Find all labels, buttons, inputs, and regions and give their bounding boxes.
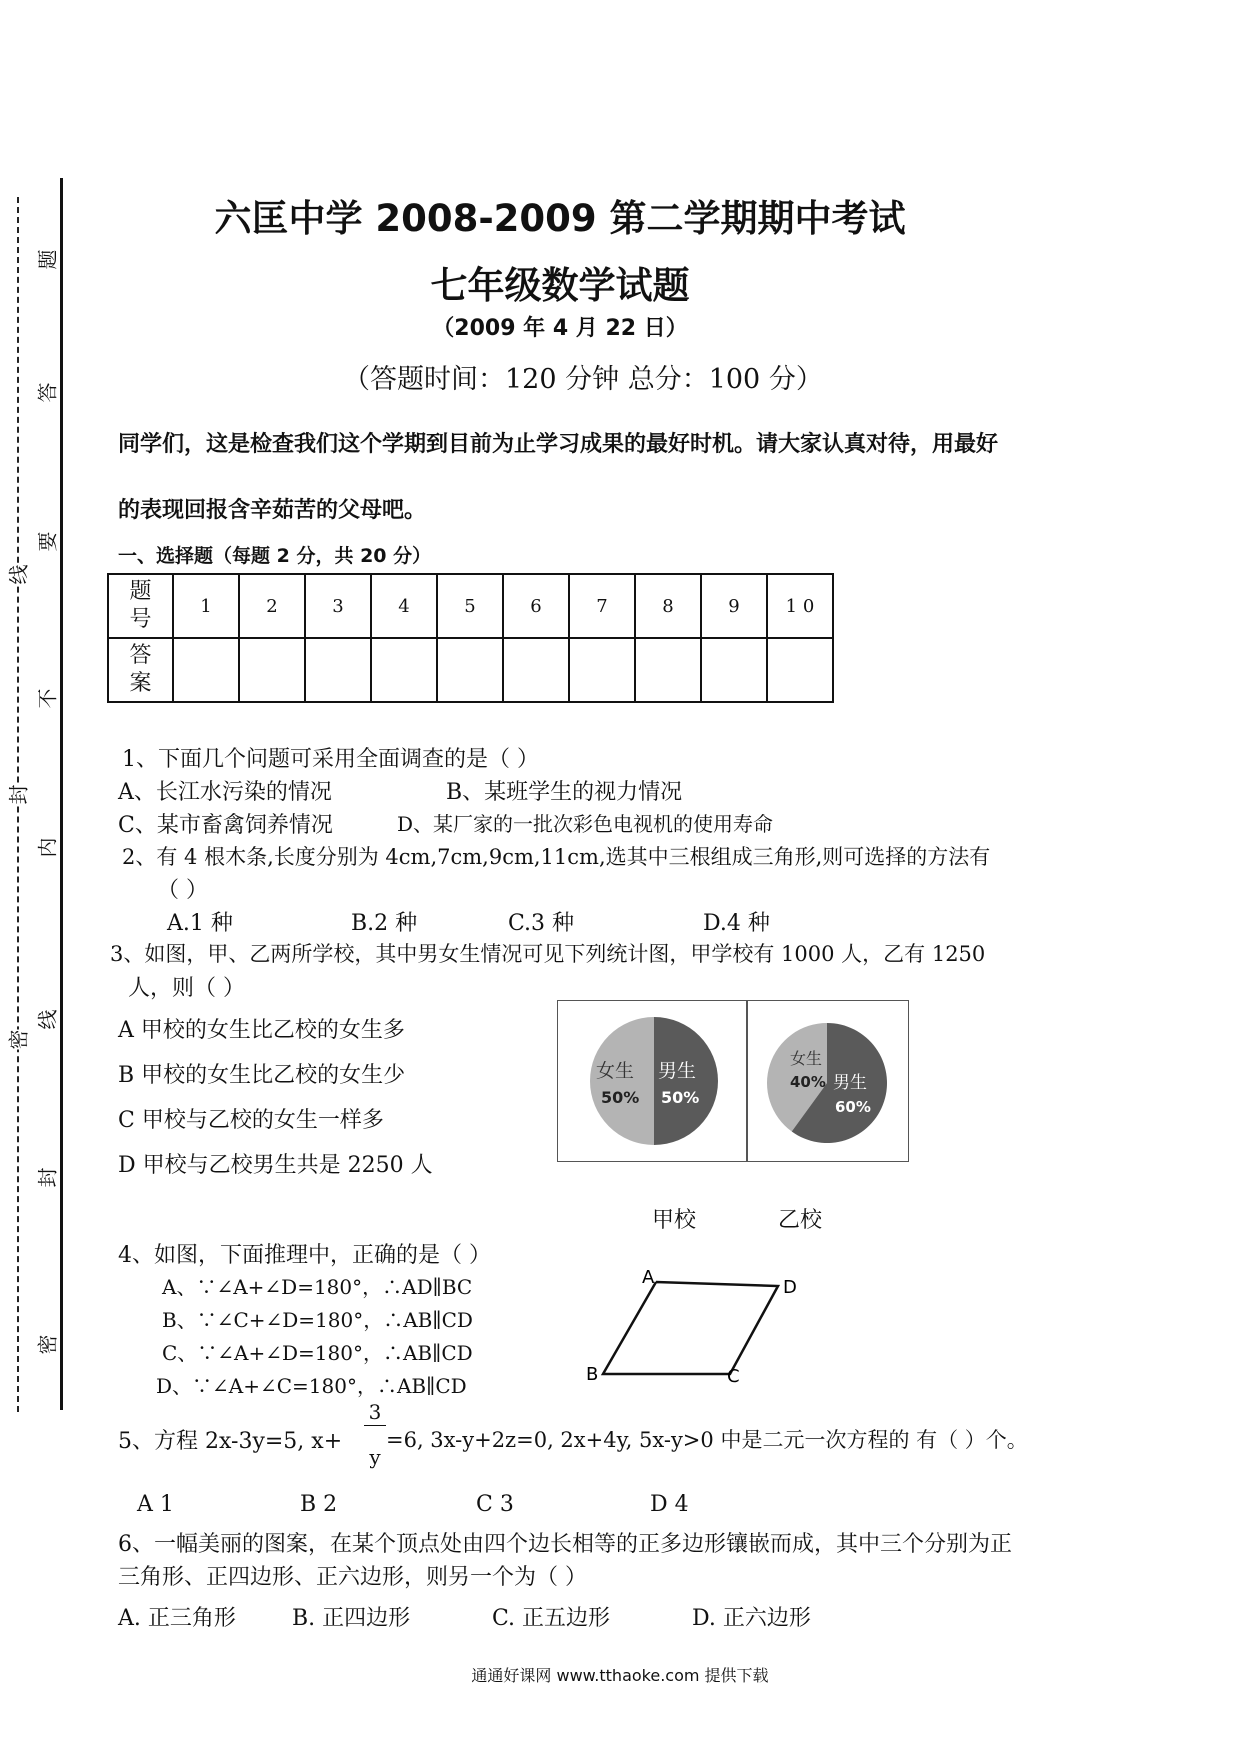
margin-char: 答 [35,382,60,403]
q3-option-d: D 甲校与乙校男生共是 2250 人 [118,1153,433,1178]
answer-cell[interactable] [767,638,833,702]
table-number: 2 [239,574,305,638]
q3-stem-line-1: 3、如图，甲、乙两所学校，其中男女生情况可见下列统计图，甲学校有 1000 人，乙有 1250 [110,942,986,966]
table-row-label: 题 号 [108,574,173,638]
margin-char: 题 [35,249,60,270]
q4-option-c: C、∵∠A+∠D=180°，∴AB∥CD [162,1341,473,1365]
answer-cell[interactable] [305,638,371,702]
pie-label-female-pct: 40% [790,1073,826,1091]
q6-stem-line-2: 三角形、正四边形、正六边形，则另一个为（ ） [118,1565,587,1590]
q5-option-d: D 4 [650,1492,689,1517]
table-number: 4 [371,574,437,638]
answer-cell[interactable] [173,638,239,702]
pie-label-female-pct: 50% [601,1088,640,1107]
page-footer: 通通好课网 www.tthaoke.com 提供下载 [471,1666,769,1685]
q4-stem: 4、如图，下面推理中，正确的是（ ） [118,1243,491,1268]
pie-label-male-pct: 50% [661,1088,700,1107]
q5-fraction-numerator: 3 [368,1400,382,1424]
q5-option-b: B 2 [300,1492,338,1517]
margin-char-outer: 封 [3,785,32,805]
q1-stem: 1、下面几个问题可采用全面调查的是（ ） [122,747,539,772]
q5-prefix: 5、方程 2x-3y=5, x+ [118,1429,343,1454]
exam-subtitle: 七年级数学试题 [430,264,690,307]
answer-cell[interactable] [635,638,701,702]
vertex-label-c: C [727,1366,740,1387]
answer-cell[interactable] [239,638,305,702]
q2-option-a: A.1 种 [167,911,233,936]
q1-option-a: A、长江水污染的情况 [118,780,332,805]
table-number: 6 [503,574,569,638]
q4-option-d: D、∵∠A+∠C=180°，∴AB∥CD [156,1374,467,1398]
exam-date: （2009 年 4 月 22 日） [432,316,688,341]
pie-label-male: 男生 [833,1073,867,1093]
q6-stem-line-1: 6、一幅美丽的图案，在某个顶点处由四个边长相等的正多边形镶嵌而成，其中三个分别为正 [118,1532,1013,1557]
q6-option-c: C. 正五边形 [492,1606,611,1631]
q5-option-c: C 3 [476,1492,514,1517]
answer-cell[interactable] [371,638,437,702]
pie-label-male-pct: 60% [835,1098,871,1116]
q3-option-b: B 甲校的女生比乙校的女生少 [118,1063,406,1088]
table-number: 3 [305,574,371,638]
q4-option-b: B、∵∠C+∠D=180°，∴AB∥CD [162,1308,473,1332]
q5-fraction-bar [364,1425,386,1426]
margin-char: 密 [35,1334,60,1355]
q3-option-c: C 甲校与乙校的女生一样多 [118,1108,384,1133]
margin-char: 封 [35,1167,60,1188]
exam-title: 六匡中学 2008-2009 第二学期期中考试 [214,197,906,240]
q2-option-d: D.4 种 [703,911,770,936]
q1-option-b: B、某班学生的视力情况 [446,780,683,805]
table-number: 7 [569,574,635,638]
q2-option-c: C.3 种 [508,911,575,936]
table-row [108,638,833,702]
answer-cell[interactable] [503,638,569,702]
binding-solid-line [60,178,63,1410]
pie-caption-a: 甲校 [652,1208,697,1233]
parallelogram-outline [603,1282,778,1374]
pie-chart-a [558,1001,746,1161]
vertex-label-b: B [586,1364,599,1385]
q2-paren: （ ） [157,878,208,903]
margin-char: 不 [35,688,60,709]
pie-label-female: 女生 [790,1049,823,1068]
q6-option-b: B. 正四边形 [292,1606,411,1631]
pie-chart-b [748,1001,908,1161]
answer-cell[interactable] [437,638,503,702]
q1-option-d: D、某厂家的一批次彩色电视机的使用寿命 [397,812,774,836]
table-number: 1 0 [767,574,833,638]
answer-table [107,573,834,703]
margin-char-outer: 密 [3,1030,32,1050]
table-number: 5 [437,574,503,638]
vertex-label-a: A [642,1267,655,1288]
q3-option-a: A 甲校的女生比乙校的女生多 [118,1018,405,1043]
binding-dashed-line [17,197,19,1412]
table-row [108,574,833,638]
margin-char-outer: 线 [3,565,32,585]
intro-line-2: 的表现回报含辛茹苦的父母吧。 [118,498,427,523]
table-row-label: 答 案 [108,638,173,702]
q3-stem-line-2: 人，则（ ） [128,976,245,1001]
exam-time-info: （答题时间：120 分钟 总分：100 分） [343,364,823,395]
q5-suffix: =6, 3x-y+2z=0, 2x+4y, 5x-y>0 中是二元一次方程的 有（ ）个。 [386,1428,1028,1452]
q2-option-b: B.2 种 [351,911,418,936]
pie-chart-panel-a [557,1000,747,1162]
q1-option-c: C、某市畜禽饲养情况 [118,813,333,838]
vertex-label-d: D [783,1277,797,1298]
q4-option-a: A、∵∠A+∠D=180°，∴AD∥BC [162,1275,473,1299]
q2-stem: 2、有 4 根木条,长度分别为 4cm,7cm,9cm,11cm,选其中三根组成三角形,则可选择的方法有 [122,845,991,869]
pie-chart-panel-b [747,1000,909,1162]
section-heading: 一、选择题（每题 2 分，共 20 分） [118,545,432,567]
table-number: 9 [701,574,767,638]
q5-option-a: A 1 [137,1492,174,1517]
table-number: 1 [173,574,239,638]
intro-line-1: 同学们，这是检查我们这个学期到目前为止学习成果的最好时机。请大家认真对待，用最好 [118,432,999,457]
q6-option-d: D. 正六边形 [692,1606,811,1631]
parallelogram-figure [580,1262,810,1392]
margin-char: 内 [35,837,60,858]
pie-label-male: 男生 [658,1060,697,1082]
margin-char: 要 [35,531,60,552]
answer-cell[interactable] [569,638,635,702]
q5-fraction-denominator: y [369,1445,381,1469]
q6-option-a: A. 正三角形 [118,1606,236,1631]
pie-label-female: 女生 [596,1060,635,1082]
answer-cell[interactable] [701,638,767,702]
margin-char: 线 [35,1009,60,1030]
pie-caption-b: 乙校 [778,1208,823,1233]
table-number: 8 [635,574,701,638]
